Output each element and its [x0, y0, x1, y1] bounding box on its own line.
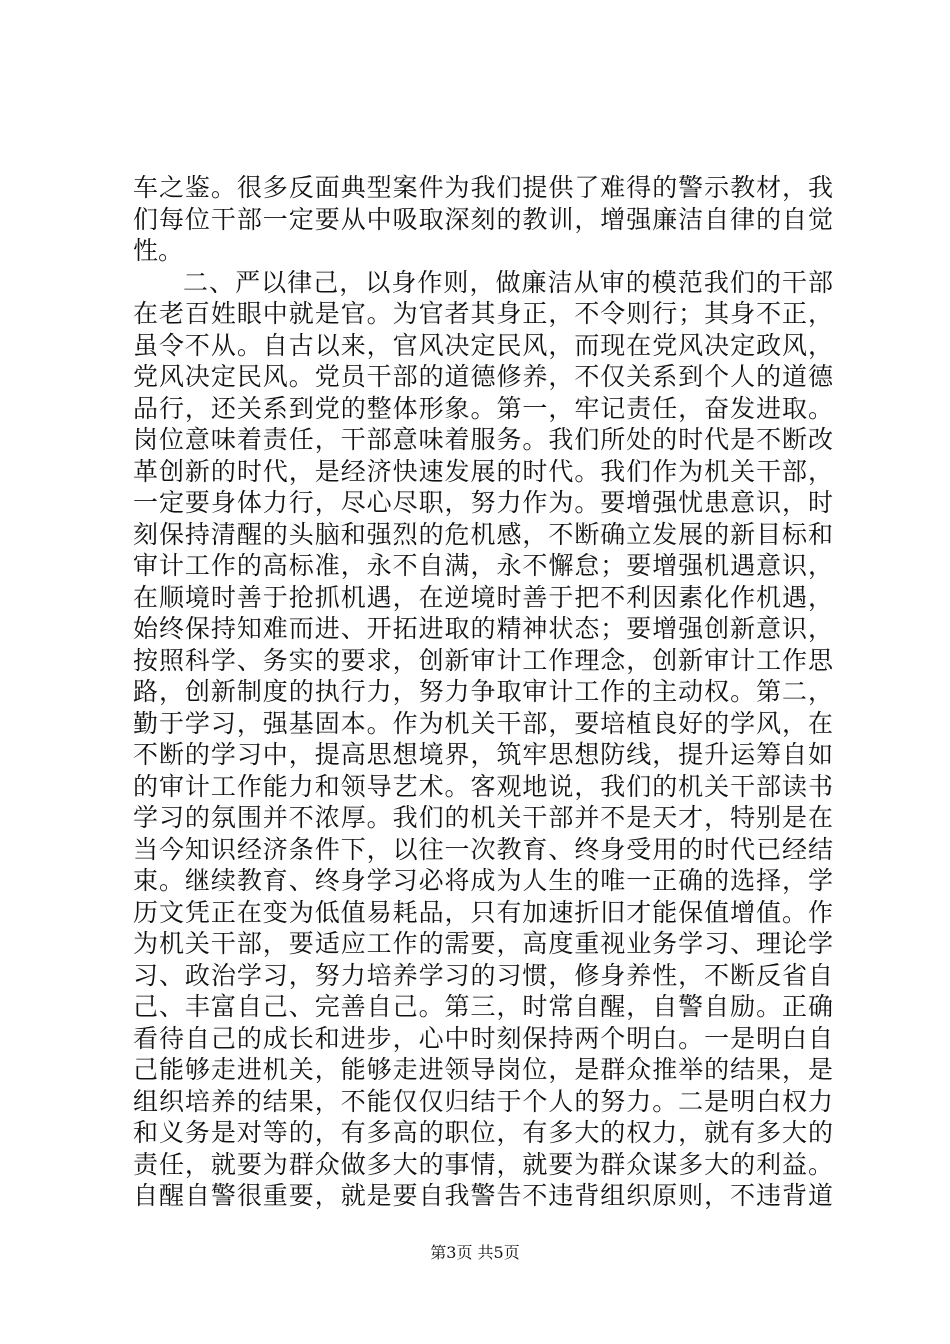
text-line: 路，创新制度的执行力，努力争取审计工作的主动权。第二，: [133, 677, 833, 706]
text-line: 为机关干部，要适应工作的需要，高度重视业务学习、理论学: [133, 929, 833, 958]
text-line: 束。继续教育、终身学习必将成为人生的唯一正确的选择，学: [133, 866, 833, 895]
page-number-footer: 第3页 共5页: [430, 1243, 520, 1262]
text-line: 和义务是对等的，有多高的职位，有多大的权力，就有多大的: [133, 1118, 833, 1147]
text-line: 车之鉴。很多反面典型案件为我们提供了难得的警示教材，我: [133, 173, 833, 202]
text-line: 己能够走进机关，能够走进领导岗位，是群众推举的结果，是: [133, 1055, 833, 1084]
text-line: 一定要身体力行，尽心尽职，努力作为。要增强忧患意识，时: [133, 488, 833, 517]
text-line: 们每位干部一定要从中吸取深刻的教训，增强廉洁自律的自觉: [133, 204, 833, 234]
text-line: 在老百姓眼中就是官。为官者其身正，不令则行；其身不正，: [133, 299, 833, 328]
text-line: 勤于学习，强基固本。作为机关干部，要培植良好的学风，在: [133, 708, 833, 738]
text-line: 始终保持知难而进、开拓进取的精神状态；要增强创新意识，: [133, 614, 833, 643]
text-line: 虽令不从。自古以来，官风决定民风，而现在党风决定政风，: [133, 330, 833, 360]
text-line: 革创新的时代，是经济快速发展的时代。我们作为机关干部，: [133, 456, 833, 486]
text-line: 己、丰富自己、完善自己。第三，时常自醒，自警自励。正确: [133, 992, 833, 1021]
document-body: [133, 172, 833, 1212]
text-line: 党风决定民风。党员干部的道德修养，不仅关系到个人的道德: [133, 362, 833, 391]
text-line: 性。: [133, 236, 184, 265]
text-line: 品行，还关系到党的整体形象。第一，牢记责任，奋发进取。: [133, 393, 833, 423]
text-line: 组织培养的结果，不能仅仅归结于个人的努力。二是明白权力: [133, 1086, 833, 1116]
text-line: 审计工作的高标准，永不自满，永不懈怠；要增强机遇意识，: [133, 551, 833, 580]
text-line: 学习的氛围并不浓厚。我们的机关干部并不是天才，特别是在: [133, 803, 833, 832]
text-line: 责任，就要为群众做多大的事情，就要为群众谋多大的利益。: [133, 1149, 833, 1179]
text-line: 看待自己的成长和进步，心中时刻保持两个明白。一是明白自: [133, 1023, 833, 1053]
section-heading-line: 二、严以律己，以身作则，做廉洁从审的模范我们的干部: [183, 267, 833, 297]
text-line: 当今知识经济条件下，以往一次教育、终身受用的时代已经结: [133, 834, 833, 864]
text-line: 岗位意味着责任，干部意味着服务。我们所处的时代是不断改: [133, 425, 833, 454]
text-line: 按照科学、务实的要求，创新审计工作理念，创新审计工作思: [133, 645, 833, 675]
text-line: 在顺境时善于抢抓机遇，在逆境时善于把不利因素化作机遇，: [133, 582, 833, 612]
text-line: 不断的学习中，提高思想境界，筑牢思想防线，提升运筹自如: [133, 740, 833, 769]
text-line: 的审计工作能力和领导艺术。客观地说，我们的机关干部读书: [133, 771, 833, 801]
text-line: 刻保持清醒的头脑和强烈的危机感，不断确立发展的新目标和: [133, 519, 833, 549]
text-line: 自醒自警很重要，就是要自我警告不违背组织原则，不违背道: [133, 1181, 833, 1210]
text-line: 历文凭正在变为低值易耗品，只有加速折旧才能保值增值。作: [133, 897, 833, 927]
text-line: 习、政治学习，努力培养学习的习惯，修身养性，不断反省自: [133, 960, 833, 990]
